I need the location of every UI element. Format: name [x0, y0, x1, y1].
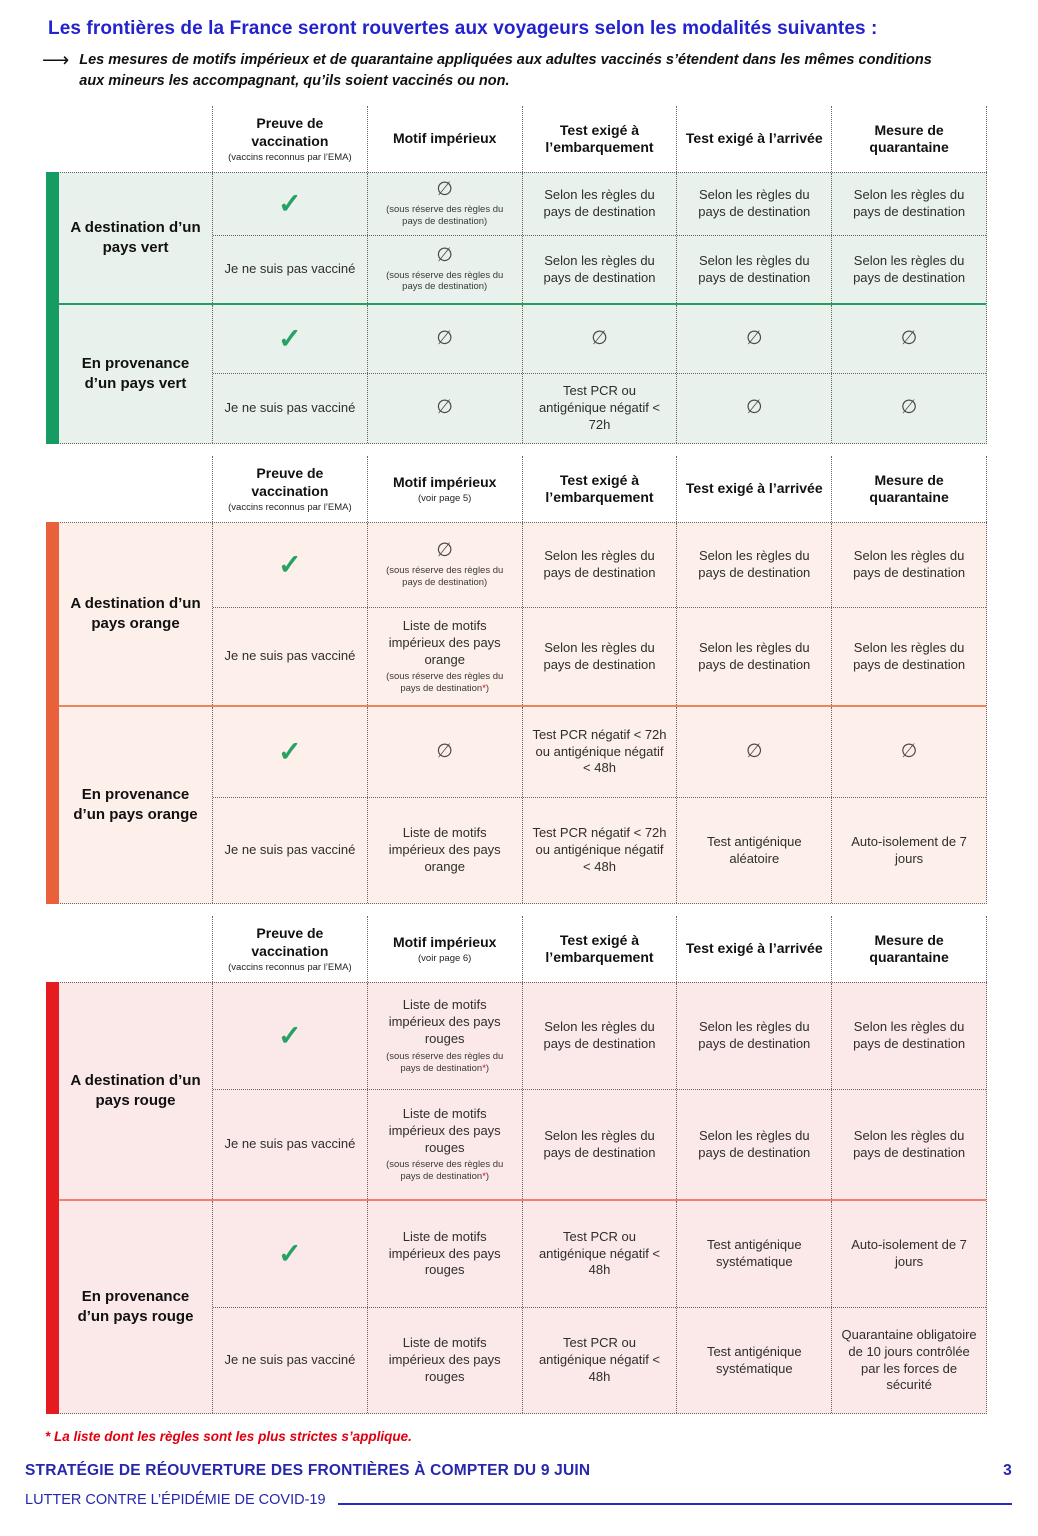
- table-orange-country: [45, 456, 987, 904]
- cell-text: Selon les règles du pays de destination: [543, 1019, 656, 1052]
- table-row: [213, 523, 986, 607]
- column-header: [212, 916, 367, 982]
- column-header: [676, 916, 831, 982]
- table-cell: [522, 1201, 677, 1307]
- empty-set-icon: ∅: [436, 397, 453, 419]
- table-row: [213, 1201, 986, 1307]
- cell-text: Je ne suis pas vacciné: [224, 400, 356, 416]
- table-cell: [522, 173, 677, 235]
- column-header-subtitle: (voir page 5): [418, 493, 472, 505]
- column-header-subtitle: (vaccins reconnus par l’EMA): [228, 152, 352, 164]
- table-body: [58, 522, 987, 904]
- tables: [0, 106, 1038, 1414]
- table-cell: [831, 374, 986, 443]
- table-cell: [213, 608, 367, 705]
- cell-note: (sous réserve des règles du pays de destination*): [386, 671, 504, 695]
- table-cell: [676, 798, 831, 903]
- column-header-title: Test exigé à l’embarquement: [545, 121, 654, 156]
- column-header-title: Mesure de quarantaine: [869, 931, 949, 966]
- cell-text: Liste de motifs impérieux des pays rouges: [388, 1228, 501, 1278]
- column-header-title: Test exigé à l’embarquement: [545, 471, 654, 506]
- cell-text: Je ne suis pas vacciné: [224, 842, 356, 858]
- table-row: [213, 235, 986, 303]
- table-cell: [367, 236, 522, 303]
- table-cell: [213, 1308, 367, 1413]
- table-section: [59, 1199, 986, 1413]
- cell-text: Selon les règles du pays de destination: [698, 252, 811, 285]
- table-cell: [831, 1308, 986, 1413]
- column-header-title: Test exigé à l’arrivée: [685, 130, 823, 147]
- footnote: * La liste dont les règles sont les plus strictes s’applique.: [45, 1429, 412, 1445]
- table-header-row: [212, 106, 987, 172]
- table-cell: [676, 305, 831, 373]
- table-cell: [522, 983, 677, 1089]
- cell-text: Liste de motifs impérieux des pays rouges: [388, 1105, 501, 1155]
- green-color-bar: [46, 172, 59, 444]
- cell-note: (sous réserve des règles du pays de destination): [386, 565, 504, 588]
- table-cell: [831, 707, 986, 797]
- table-cell: [676, 608, 831, 705]
- empty-set-icon: ∅: [436, 327, 453, 349]
- table-section: [59, 173, 986, 303]
- cell-text: Selon les règles du pays de destination: [853, 639, 966, 672]
- column-header-title: Motif impérieux: [392, 130, 497, 147]
- column-header-title: Motif impérieux: [392, 933, 497, 950]
- page-number: 3: [1003, 1462, 1012, 1480]
- cell-text: Test PCR négatif < 72h ou antigénique négatif < 48h: [532, 825, 667, 874]
- table-cell: [831, 1090, 986, 1199]
- table-red-country: [45, 916, 987, 1414]
- table-cell: [522, 1090, 677, 1199]
- column-header: [367, 456, 522, 522]
- footer-subtitle: LUTTER CONTRE L’ÉPIDÉMIE DE COVID-19: [25, 1492, 326, 1509]
- table-section: [59, 983, 986, 1199]
- table-cell: [676, 236, 831, 303]
- table-header-row: [212, 456, 987, 522]
- column-header: [367, 916, 522, 982]
- cell-note: (sous réserve des règles du pays de destination): [386, 204, 504, 227]
- cell-text: Selon les règles du pays de destination: [853, 187, 966, 220]
- table-cell: [367, 1090, 522, 1199]
- cell-text: Selon les règles du pays de destination: [698, 639, 811, 672]
- table-cell: [522, 798, 677, 903]
- cell-text: Selon les règles du pays de destination: [698, 187, 811, 220]
- table-cell: [831, 983, 986, 1089]
- cell-text: Liste de motifs impérieux des pays rouges: [388, 997, 501, 1047]
- column-header: [212, 106, 367, 172]
- row-group-label: A destination d’un pays rouge: [59, 983, 213, 1199]
- table-cell: [367, 707, 522, 797]
- table-cell: [676, 1090, 831, 1199]
- table-row: [213, 1307, 986, 1413]
- table-cell: [522, 236, 677, 303]
- table-row: [213, 607, 986, 705]
- cell-text: Selon les règles du pays de destination: [853, 1127, 966, 1160]
- row-group-label: A destination d’un pays orange: [59, 523, 213, 705]
- cell-text: Auto-isolement de 7 jours: [851, 1237, 967, 1270]
- cell-text: Je ne suis pas vacciné: [224, 261, 356, 277]
- table-cell: [831, 798, 986, 903]
- column-header-subtitle: (vaccins reconnus par l’EMA): [228, 962, 352, 974]
- row-group-label: En provenance d’un pays rouge: [59, 1201, 213, 1413]
- empty-set-icon: ∅: [900, 397, 918, 419]
- cell-text: Selon les règles du pays de destination: [698, 1019, 811, 1052]
- check-icon: ✓: [278, 188, 302, 220]
- red-color-bar: [46, 982, 59, 1414]
- table-body: [58, 982, 987, 1414]
- table-cell: [522, 523, 677, 607]
- page-footer: [25, 1462, 1012, 1508]
- cell-text: Test PCR ou antigénique négatif < 48h: [538, 1228, 661, 1278]
- footer-rule: [338, 1492, 1012, 1505]
- table-cell: [676, 374, 831, 443]
- table-cell: [831, 305, 986, 373]
- table-section: [59, 303, 986, 443]
- column-header: [522, 916, 677, 982]
- asterisk-marker: *: [482, 1171, 486, 1183]
- table-cell: [676, 1308, 831, 1413]
- cell-text: Selon les règles du pays de destination: [543, 187, 656, 220]
- table-row: [213, 173, 986, 235]
- table-cell: [213, 1201, 367, 1307]
- cell-text: Auto-isolement de 7 jours: [851, 833, 967, 866]
- table-cell: [213, 707, 367, 797]
- column-header: [676, 106, 831, 172]
- empty-set-icon: ∅: [436, 540, 453, 562]
- table-body: [58, 172, 987, 444]
- column-header-title: Preuve de vaccination: [251, 465, 329, 499]
- table-cell: [676, 707, 831, 797]
- cell-text: Test PCR négatif < 72h ou antigénique négatif < 48h: [532, 726, 667, 776]
- asterisk-marker: *: [482, 1062, 486, 1074]
- cell-text: Test antigénique systématique: [706, 1237, 802, 1270]
- column-header: [831, 456, 987, 522]
- table-cell: [367, 1308, 522, 1413]
- table-cell: [213, 1090, 367, 1199]
- intro-note: [42, 50, 947, 92]
- check-icon: ✓: [278, 549, 302, 581]
- column-header: [212, 456, 367, 522]
- table-section: [59, 705, 986, 903]
- page-title: Les frontières de la France seront rouvertes aux voyageurs selon les modalités suivantes :: [48, 18, 878, 39]
- table-row: [213, 373, 986, 443]
- table-cell: [213, 983, 367, 1089]
- table-green-country: [45, 106, 987, 444]
- table-cell: [213, 173, 367, 235]
- empty-set-icon: ∅: [746, 397, 763, 419]
- cell-note: (sous réserve des règles du pays de destination*): [386, 1050, 504, 1074]
- empty-set-icon: ∅: [436, 244, 453, 266]
- table-cell: [522, 608, 677, 705]
- column-header-title: Test exigé à l’embarquement: [545, 931, 654, 966]
- row-group-label: En provenance d’un pays vert: [59, 305, 213, 443]
- table-cell: [831, 236, 986, 303]
- column-header: [831, 106, 987, 172]
- table-cell: [367, 798, 522, 903]
- footer-title: STRATÉGIE DE RÉOUVERTURE DES FRONTIÈRES À COMPTER DU 9 JUIN: [25, 1462, 591, 1480]
- table-section: [59, 523, 986, 705]
- table-cell: [213, 374, 367, 443]
- check-icon: ✓: [278, 1238, 302, 1270]
- cell-text: Quarantaine obligatoire de 10 jours contrôlée par les forces de sécurité: [841, 1326, 977, 1393]
- table-cell: [676, 983, 831, 1089]
- table-cell: [367, 173, 522, 235]
- column-header-title: Preuve de vaccination: [251, 925, 329, 959]
- table-row: [213, 305, 986, 373]
- table-cell: [831, 1201, 986, 1307]
- table-cell: [522, 305, 677, 373]
- row-group-label: A destination d’un pays vert: [59, 173, 213, 303]
- cell-text: Test antigénique systématique: [706, 1343, 802, 1376]
- cell-text: Je ne suis pas vacciné: [224, 1352, 356, 1368]
- table-cell: [522, 1308, 677, 1413]
- table-cell: [676, 523, 831, 607]
- cell-note: (sous réserve des règles du pays de destination): [386, 269, 504, 293]
- cell-text: Je ne suis pas vacciné: [224, 1136, 356, 1152]
- empty-set-icon: ∅: [436, 179, 453, 201]
- cell-text: Test PCR ou antigénique négatif < 48h: [538, 1335, 661, 1384]
- cell-text: Selon les règles du pays de destination: [853, 252, 966, 285]
- table-cell: [367, 305, 522, 373]
- column-header-title: Test exigé à l’arrivée: [685, 940, 823, 957]
- empty-set-icon: ∅: [436, 740, 453, 762]
- orange-color-bar: [46, 522, 59, 904]
- table-cell: [676, 173, 831, 235]
- table-row: [213, 797, 986, 903]
- table-cell: [831, 173, 986, 235]
- column-header-subtitle: (vaccins reconnus par l’EMA): [228, 502, 352, 514]
- column-header-title: Mesure de quarantaine: [869, 121, 949, 156]
- cell-text: Je ne suis pas vacciné: [224, 648, 356, 664]
- cell-text: Liste de motifs impérieux des pays rouges: [388, 1335, 501, 1384]
- table-cell: [213, 236, 367, 303]
- table-cell: [213, 798, 367, 903]
- table-cell: [676, 1201, 831, 1307]
- table-cell: [367, 1201, 522, 1307]
- column-header: [522, 456, 677, 522]
- table-cell: [831, 523, 986, 607]
- table-cell: [367, 608, 522, 705]
- column-header-title: Motif impérieux: [392, 473, 497, 490]
- empty-set-icon: ∅: [746, 327, 763, 349]
- cell-text: Liste de motifs impérieux des pays orange: [388, 825, 501, 874]
- cell-text: Selon les règles du pays de destination: [543, 1127, 656, 1160]
- cell-text: Selon les règles du pays de destination: [543, 252, 656, 285]
- cell-text: Liste de motifs impérieux des pays orange: [388, 617, 501, 667]
- long-arrow-icon: ⟶: [42, 50, 70, 71]
- table-cell: [367, 523, 522, 607]
- cell-text: Selon les règles du pays de destination: [698, 1127, 811, 1160]
- column-header-title: Preuve de vaccination: [251, 115, 329, 149]
- cell-text: Selon les règles du pays de destination: [698, 548, 811, 581]
- table-cell: [367, 983, 522, 1089]
- column-header: [676, 456, 831, 522]
- row-group-label: En provenance d’un pays orange: [59, 707, 213, 903]
- empty-set-icon: ∅: [746, 740, 763, 762]
- cell-text: Selon les règles du pays de destination: [543, 639, 656, 672]
- check-icon: ✓: [278, 736, 302, 768]
- table-cell: [213, 523, 367, 607]
- asterisk-marker: *: [482, 683, 486, 695]
- table-row: [213, 1089, 986, 1199]
- column-header-subtitle: (voir page 6): [418, 953, 472, 965]
- table-cell: [831, 608, 986, 705]
- column-header: [831, 916, 987, 982]
- cell-note: (sous réserve des règles du pays de destination*): [386, 1159, 504, 1183]
- table-row: [213, 707, 986, 797]
- table-cell: [522, 707, 677, 797]
- cell-text: Selon les règles du pays de destination: [543, 548, 656, 581]
- cell-text: Test antigénique aléatoire: [706, 833, 802, 866]
- intro-note-text: Les mesures de motifs impérieux et de quarantaine appliquées aux adultes vaccinés s’étendent dans les mêmes conditions aux mineurs les accompagnant, qu’ils soient vaccinés ou non.: [79, 52, 932, 90]
- table-cell: [367, 374, 522, 443]
- column-header: [367, 106, 522, 172]
- empty-set-icon: ∅: [591, 327, 608, 349]
- empty-set-icon: ∅: [900, 740, 918, 762]
- table-row: [213, 983, 986, 1089]
- check-icon: ✓: [278, 1020, 302, 1052]
- check-icon: ✓: [278, 323, 302, 355]
- table-cell: [522, 374, 677, 443]
- cell-text: Test PCR ou antigénique négatif < 72h: [538, 383, 661, 432]
- table-cell: [213, 305, 367, 373]
- table-header-row: [212, 916, 987, 982]
- column-header-title: Mesure de quarantaine: [869, 471, 949, 506]
- cell-text: Selon les règles du pays de destination: [853, 1019, 966, 1052]
- empty-set-icon: ∅: [900, 327, 918, 349]
- column-header: [522, 106, 677, 172]
- column-header-title: Test exigé à l’arrivée: [685, 480, 823, 497]
- cell-text: Selon les règles du pays de destination: [853, 548, 966, 581]
